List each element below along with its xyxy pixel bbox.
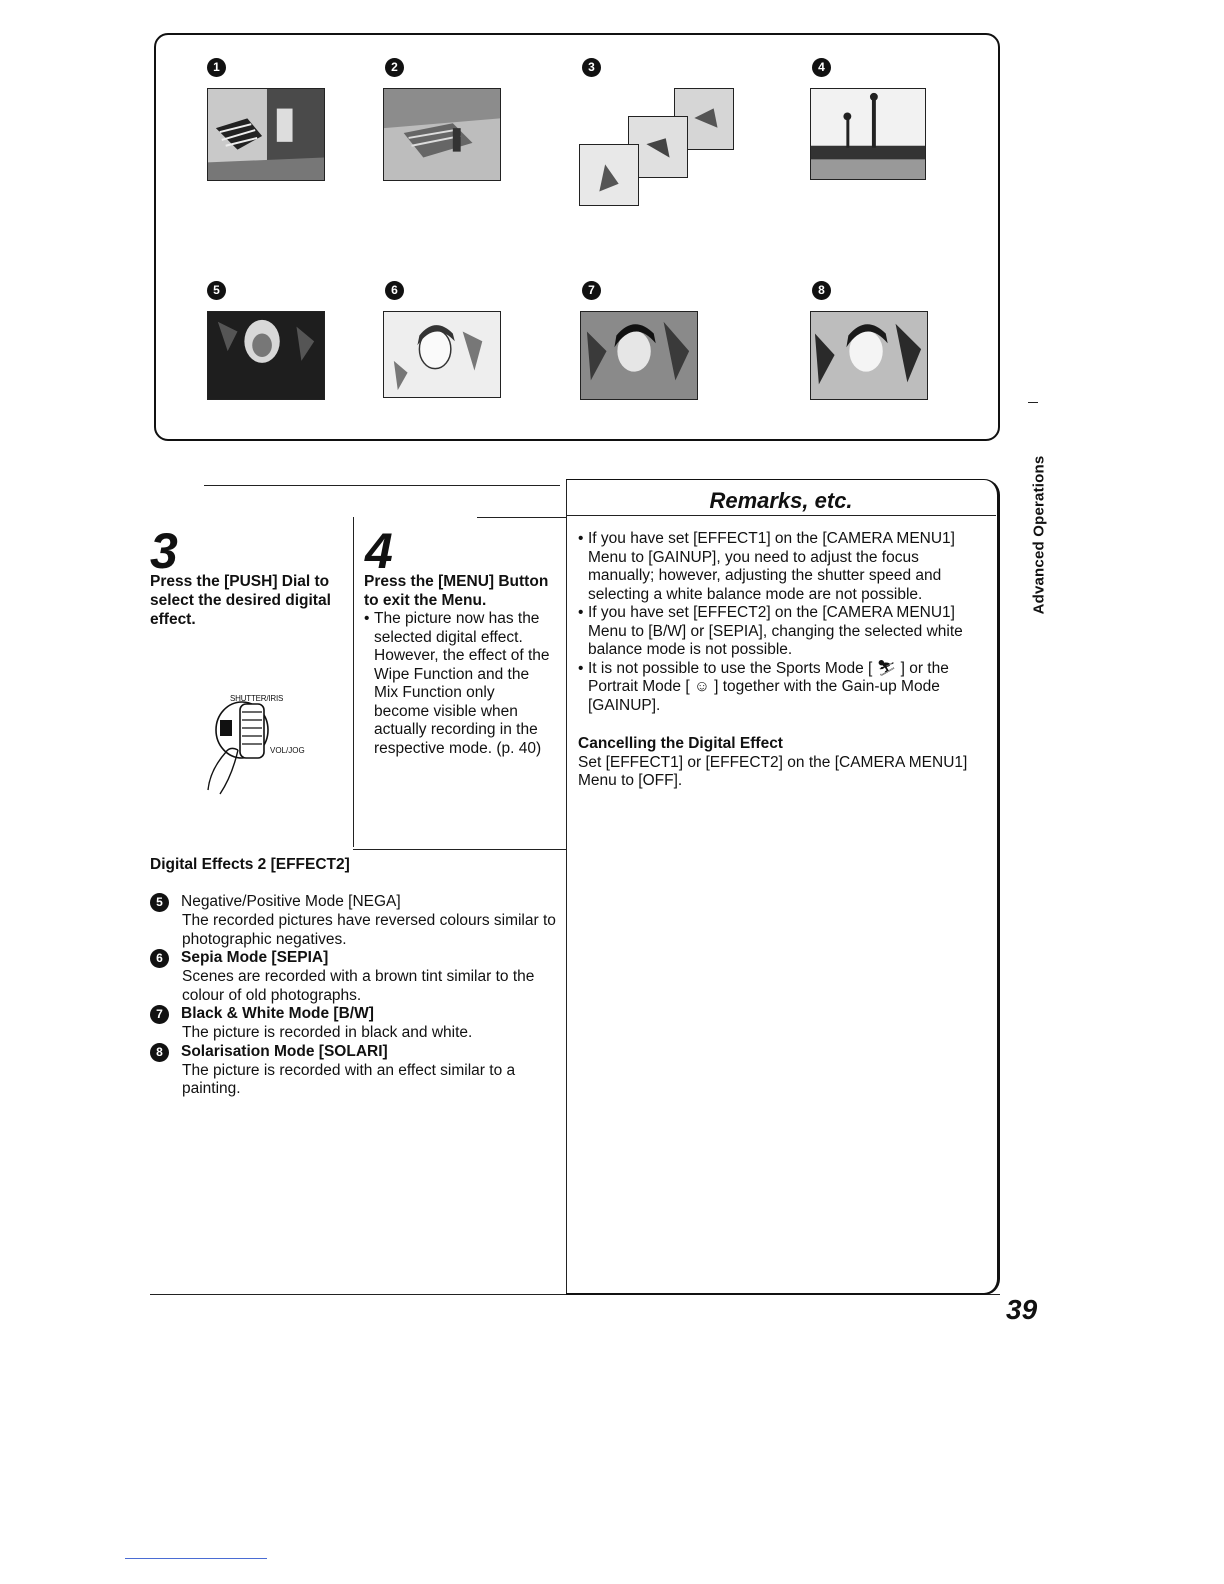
effects-heading: Digital Effects 2 [EFFECT2] <box>150 856 350 873</box>
effect-desc: The picture is recorded in black and white. <box>182 1024 473 1041</box>
bottom-link-underline <box>125 1558 267 1559</box>
effect-item-solari <box>150 1043 560 1062</box>
remarks-bullet-text: If you have set [EFFECT1] on the [CAMERA MENU1] Menu to [GAINUP], you need to adjust the focus manually; however, adjusting the shutter speed and selecting a white balance mode are not possible. <box>588 530 955 603</box>
bullet-dot: • <box>578 659 584 677</box>
effect-name: Negative/Positive Mode [NEGA] <box>181 893 401 911</box>
step-top-rule <box>204 485 560 486</box>
dial-label-top: SHUTTER/IRIS <box>230 694 284 703</box>
remarks-bullet <box>578 530 988 604</box>
side-tick <box>1028 402 1038 403</box>
step4-top-rule <box>477 517 566 518</box>
bullet-dot: • <box>578 530 584 547</box>
remarks-bullet <box>578 660 988 716</box>
side-tab-label: Advanced Operations <box>1030 455 1048 615</box>
effect-item-bw <box>150 1005 560 1024</box>
bullet-dot: • <box>578 604 584 621</box>
step3-instruction: Press the [PUSH] Dial to select the desired digital effect. <box>150 573 331 628</box>
badge-7-list: 7 <box>150 1005 169 1024</box>
step4-note <box>364 610 554 758</box>
step-bottom-rule <box>353 849 566 850</box>
remarks-bullet-text: If you have set [EFFECT2] on the [CAMERA MENU1] Menu to [B/W] or [SEPIA], changing the selected white balance mode is not possible. <box>588 604 963 658</box>
effect-item-sepia <box>150 949 560 968</box>
badge-2: 2 <box>385 58 404 77</box>
effects-list <box>150 893 560 1099</box>
bullet-dot: • <box>364 610 370 627</box>
step4-note-text: The picture now has the selected digital effect. However, the effect of the Wipe Function and the Mix Function only become visible when actually recording in the respective mode. (p. 40) <box>374 610 550 757</box>
effect-name: Solarisation Mode [SOLARI] <box>181 1042 388 1060</box>
cancel-text: Set [EFFECT1] or [EFFECT2] on the [CAMERA MENU1] Menu to [OFF]. <box>578 753 968 789</box>
effect-desc: Scenes are recorded with a brown tint similar to the colour of old photographs. <box>182 968 535 1004</box>
section-side-tab <box>1028 440 1050 630</box>
photo-trail <box>810 88 926 180</box>
remarks-bullet <box>578 604 988 660</box>
badge-8-list: 8 <box>150 1043 169 1062</box>
badge-8: 8 <box>812 281 831 300</box>
page-number: 39 <box>1006 1294 1038 1325</box>
photo-zebras-mix <box>383 88 501 181</box>
remarks-list <box>578 530 988 791</box>
step4-instruction: Press the [MENU] Button to exit the Menu. <box>364 573 549 609</box>
badge-4: 4 <box>812 58 831 77</box>
effect-item-nega <box>150 893 560 912</box>
badge-5-list: 5 <box>150 893 169 912</box>
badge-7: 7 <box>582 281 601 300</box>
photo-strobe-1 <box>579 144 639 206</box>
step4-number: 4 <box>365 523 393 579</box>
dial-drawing <box>200 690 330 800</box>
photo-sepia <box>383 311 501 398</box>
effect-name: Black & White Mode [B/W] <box>181 1005 374 1023</box>
photo-bw <box>580 311 698 400</box>
push-dial-illustration <box>200 690 330 800</box>
dial-label-right: VOL/JOG <box>270 746 305 755</box>
badge-6-list: 6 <box>150 949 169 968</box>
remarks-title-rule <box>566 515 996 516</box>
remarks-bullet-text: It is not possible to use the Sports Mode [ ⛷ ] or the Portrait Mode [ ☺ ] together with the Gain-up Mode [GAINUP]. <box>588 659 949 714</box>
step-divider <box>353 517 354 847</box>
badge-3: 3 <box>582 58 601 77</box>
photo-solarisation <box>810 311 928 400</box>
badge-5: 5 <box>207 281 226 300</box>
badge-1: 1 <box>207 58 226 77</box>
cancel-heading: Cancelling the Digital Effect <box>578 735 783 752</box>
effect-desc: The picture is recorded with an effect similar to a painting. <box>182 1061 516 1097</box>
remarks-title: Remarks, etc. <box>709 488 853 513</box>
effect-name: Sepia Mode [SEPIA] <box>181 949 329 967</box>
effect-desc: The recorded pictures have reversed colours similar to photographic negatives. <box>182 912 556 948</box>
step3-number: 3 <box>150 523 178 579</box>
badge-6: 6 <box>385 281 404 300</box>
photo-negative <box>207 311 325 400</box>
photo-zebras-wipe <box>207 88 325 181</box>
